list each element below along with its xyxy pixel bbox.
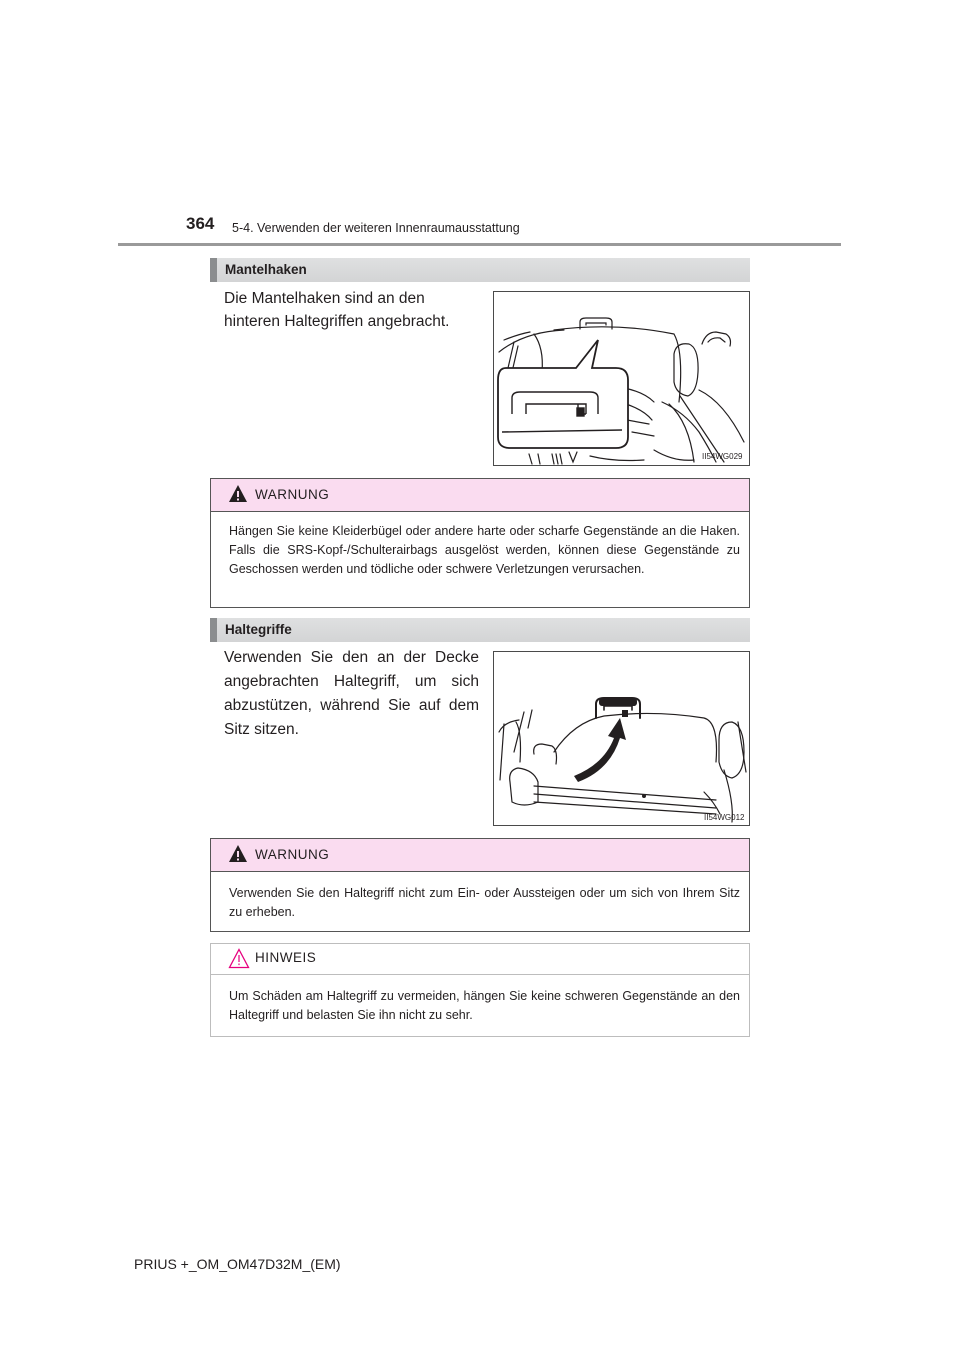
note-box: [210, 943, 750, 1037]
warning-header: [211, 479, 749, 512]
note-text: Um Schäden am Haltegriff zu vermeiden, hängen Sie keine schweren Gegenstände an den Haltegriff und belasten Sie ihn nicht zu sehr.: [229, 989, 740, 1022]
page-number: 364: [186, 214, 215, 233]
grip-illustration: [494, 652, 750, 826]
figure-grip: [493, 651, 750, 826]
figure-code: II54WG012: [704, 813, 745, 822]
section-heading-grips: Haltegriffe: [210, 618, 750, 642]
warning-triangle-icon: [228, 484, 248, 504]
warning-label: WARNUNG: [255, 847, 330, 862]
warning-triangle-icon: [228, 844, 248, 864]
warning-header: [211, 839, 749, 872]
note-label: HINWEIS: [255, 950, 317, 965]
figure-code: II54WG029: [702, 452, 743, 461]
warning-text: Verwenden Sie den Haltegriff nicht zum Ein- oder Aussteigen oder um sich von Ihrem Sitz zu erheben.: [229, 886, 740, 919]
warning-box-grips: [210, 838, 750, 932]
note-header: [211, 944, 749, 975]
warning-label: WARNUNG: [255, 487, 330, 502]
warning-box-coat-hooks: [210, 478, 750, 608]
caution-triangle-outline-icon: [228, 948, 250, 970]
grips-text: Verwenden Sie den an der Decke angebrachten Haltegriff, um sich abzustützen, während Sie auf dem Sitz sitzen.: [224, 649, 479, 738]
figure-coat-hook: [493, 291, 750, 466]
chapter-title: 5-4. Verwenden der weiteren Innenraumausstattung: [232, 221, 520, 235]
header-divider: [118, 243, 841, 246]
document-code: PRIUS +_OM_OM47D32M_(EM): [134, 1256, 341, 1272]
warning-text: Hängen Sie keine Kleiderbügel oder andere harte oder scharfe Gegenstände an die Haken. Falls die SRS-Kopf-/Schulterairbags ausgelöst werden, können diese Gegenstände zu Geschossen werden und tödliche oder schwere Verletzungen verursachen.: [229, 524, 740, 576]
coat-hook-illustration: [494, 292, 750, 466]
coat-hooks-text: Die Mantelhaken sind an den hinteren Haltegriffen angebracht.: [224, 290, 450, 330]
section-heading-coat-hooks: Mantelhaken: [210, 258, 750, 282]
